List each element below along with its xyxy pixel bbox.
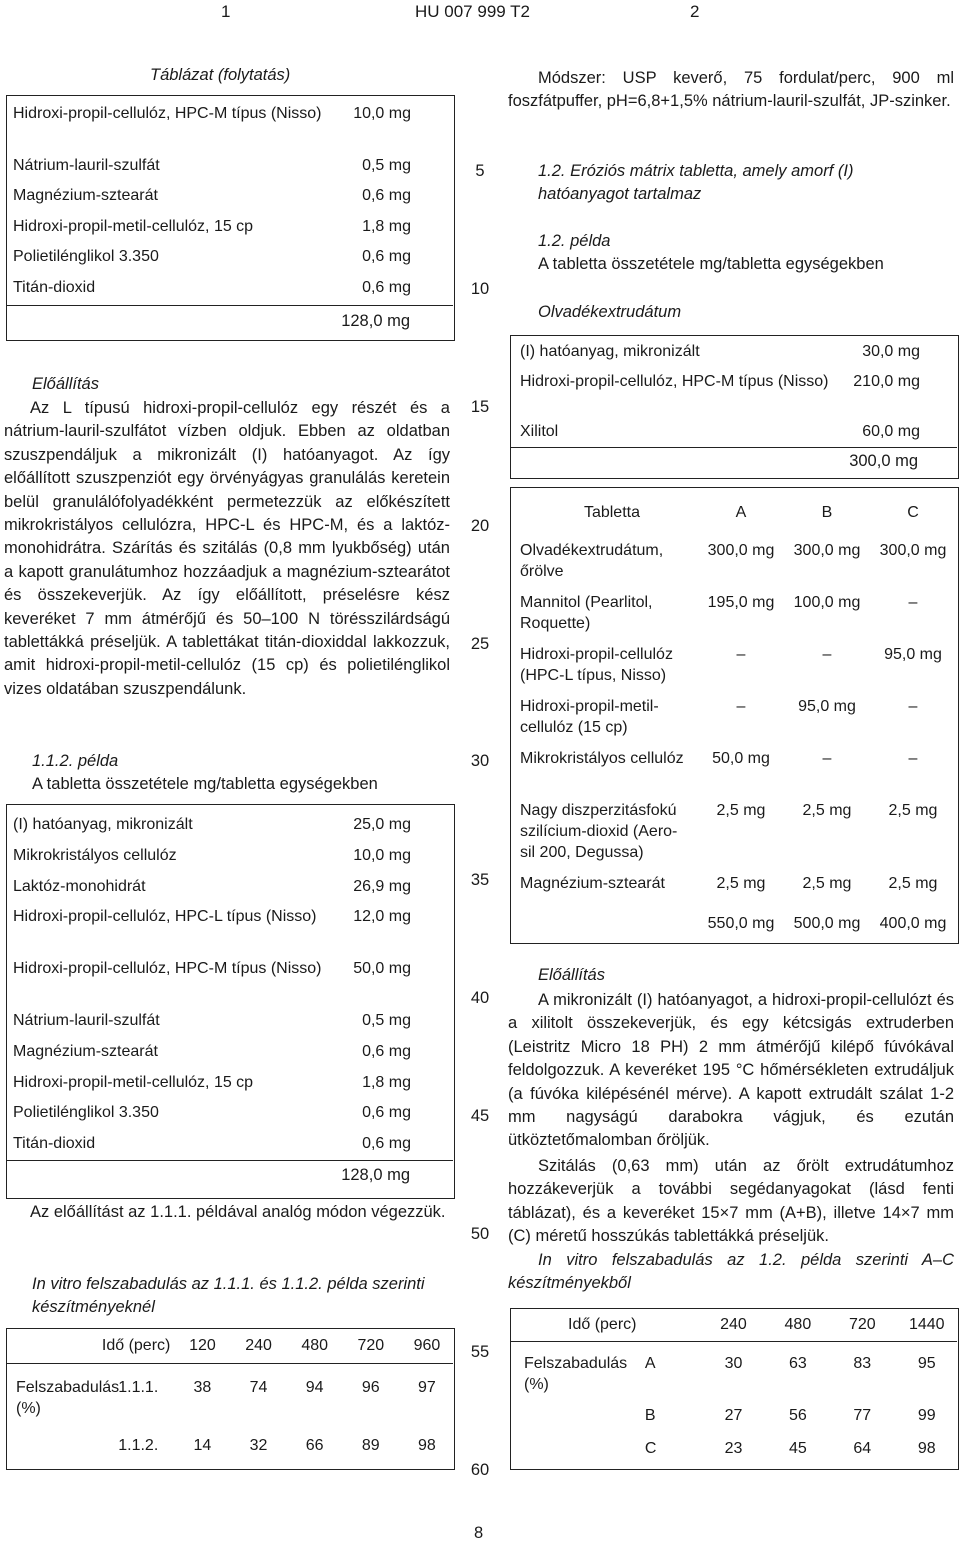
table-row bbox=[13, 277, 449, 308]
table-row bbox=[514, 540, 956, 592]
table2-total: 128,0 mg bbox=[341, 1166, 410, 1184]
release-right-divider bbox=[510, 1341, 957, 1342]
ingredient-name: Laktóz-monohidrát bbox=[13, 878, 146, 895]
table-row bbox=[13, 958, 449, 1010]
ingredient-amount: 2,5 mg bbox=[802, 802, 852, 819]
ingredient-name: Magnézium-sztearát bbox=[13, 1043, 158, 1060]
ingredient-name: Polietilénglikol 3.350 bbox=[13, 248, 159, 265]
ingredient-name: Hidroxi-propil-cellulóz, HPC-L típus (Nisso) bbox=[13, 908, 317, 925]
line-number: 55 bbox=[470, 1343, 490, 1361]
invitro-title-left: In vitro felszabadulás az 1.1.1. és 1.1.2. példa szerinti készítményeknél bbox=[32, 1275, 425, 1317]
ingredient-amount: – bbox=[736, 698, 746, 715]
example-subtitle: A tabletta összetétele mg/tabletta egységekben bbox=[32, 775, 378, 793]
ingredient-name: (I) hatóanyag, mikronizált bbox=[520, 343, 700, 360]
empty-cell bbox=[514, 907, 698, 941]
ingredient-name: Hidroxi-propil-cellulóz, HPC-M típus (Nisso) bbox=[13, 960, 322, 977]
table-row bbox=[13, 845, 449, 876]
ingredient-name: Titán-dioxid bbox=[13, 279, 96, 296]
table-header-row bbox=[510, 1308, 959, 1341]
table-row bbox=[514, 748, 956, 800]
line-number: 15 bbox=[470, 398, 490, 416]
series-label: B bbox=[644, 1407, 656, 1424]
ingredient-amount: 50,0 mg bbox=[353, 960, 411, 977]
table-row bbox=[514, 696, 956, 748]
ingredient-name: Mannitol (Pearlitol, Roquette) bbox=[520, 594, 653, 632]
column-header: 720 bbox=[848, 1316, 876, 1333]
table-row bbox=[13, 1041, 449, 1072]
table-row bbox=[6, 1429, 455, 1469]
line-number: 40 bbox=[470, 989, 490, 1007]
ingredient-amount: – bbox=[908, 698, 918, 715]
table-row bbox=[13, 814, 449, 845]
ingredient-name: (I) hatóanyag, mikronizált bbox=[13, 816, 193, 833]
table-row bbox=[520, 341, 950, 371]
prep-heading: Előállítás bbox=[32, 375, 99, 393]
release-value: 32 bbox=[249, 1437, 268, 1454]
prep-text-right-2: Szitálás (0,63 mm) után az őrölt extrudátumhoz hozzákeverjük a további segédanyagokat (lásd fenti táblázat), és a keveréket 15×7 mm (A+B), illetve 14×7 mm (C) méretű hosszúkás tablettákká préseljük. bbox=[508, 1157, 954, 1246]
table-header-row bbox=[514, 502, 956, 540]
ingredient-amount: 0,6 mg bbox=[362, 1104, 411, 1121]
line-number: 10 bbox=[470, 280, 490, 298]
table-continuation-title: Táblázat (folytatás) bbox=[150, 66, 291, 84]
release-value: 14 bbox=[193, 1437, 212, 1454]
release-value: 96 bbox=[361, 1379, 380, 1396]
ingredient-name: Nátrium-lauril-szulfát bbox=[13, 1012, 160, 1029]
release-table-right bbox=[510, 1308, 959, 1467]
ingredient-name: Xilitol bbox=[520, 423, 559, 440]
ingredient-amount: 95,0 mg bbox=[884, 646, 942, 663]
series-label: A bbox=[644, 1355, 656, 1372]
prep-text-right-1: A mikronizált (I) hatóanyagot, a hidroxi-propil-cellulózt és a xilitolt összekeverjük, és egy kétcsigás extruderben (Leistritz Micro 18 PH) 2 mm átmérőjű kilépő fúvókával feldolgozzuk. A keveréket 195 °C hőmérsékleten extrudáljuk (a fúvóka kilépésénél mérve). A kapott extrudált szálat 1-2 mm nagyságú darabokra vágjuk, és ezután ütköztetőmalomban őröljük. bbox=[508, 991, 954, 1150]
column-header: 1440 bbox=[908, 1316, 945, 1333]
column-header: Idő (perc) bbox=[568, 1316, 637, 1333]
release-value: 77 bbox=[853, 1407, 872, 1424]
series-label: 1.1.2. bbox=[118, 1437, 159, 1454]
ingredient-name: Olvadékextrudátum, őrölve bbox=[520, 542, 664, 580]
release-value: 97 bbox=[418, 1379, 436, 1396]
ingredient-name: Hidroxi-propil-metil- cellulóz (15 cp) bbox=[520, 698, 659, 736]
ingredient-name: Nátrium-lauril-szulfát bbox=[13, 157, 160, 174]
release-value: 98 bbox=[917, 1440, 936, 1457]
line-number: 5 bbox=[475, 162, 485, 180]
ingredient-name: Polietilénglikol 3.350 bbox=[13, 1104, 159, 1121]
column-header: 480 bbox=[784, 1316, 812, 1333]
ingredient-name: Magnézium-sztearát bbox=[520, 875, 665, 892]
table-row bbox=[6, 1363, 455, 1429]
extrudate-table bbox=[520, 341, 950, 451]
table-row bbox=[514, 644, 956, 696]
column-header: Tabletta bbox=[583, 504, 640, 521]
ingredient-amount: 210,0 mg bbox=[853, 373, 920, 390]
table-row bbox=[510, 1401, 959, 1434]
column-header: B bbox=[821, 504, 833, 521]
table-row bbox=[514, 592, 956, 644]
table-row bbox=[13, 155, 449, 185]
ingredient-amount: 0,5 mg bbox=[362, 157, 411, 174]
ingredient-name: Hidroxi-propil-cellulóz, HPC-M típus (Nisso) bbox=[520, 373, 829, 390]
ingredient-amount: 300,0 mg bbox=[793, 542, 861, 559]
line-number: 50 bbox=[470, 1225, 490, 1243]
release-value: 64 bbox=[853, 1440, 872, 1457]
release-value: 99 bbox=[917, 1407, 936, 1424]
release-value: 45 bbox=[788, 1440, 807, 1457]
ingredient-amount: 12,0 mg bbox=[353, 908, 411, 925]
example-title: 1.1.2. példa bbox=[32, 752, 119, 770]
column-header: 720 bbox=[357, 1337, 385, 1354]
table-row bbox=[13, 1102, 449, 1133]
column-header: C bbox=[907, 504, 919, 521]
column-header: 480 bbox=[301, 1337, 329, 1354]
release-value: 89 bbox=[361, 1437, 380, 1454]
total-amount: 400,0 mg bbox=[879, 915, 947, 932]
table-row bbox=[13, 246, 449, 277]
empty-cell bbox=[6, 1429, 114, 1469]
ingredient-amount: 1,8 mg bbox=[362, 218, 411, 235]
document-id: HU 007 999 T2 bbox=[415, 2, 530, 21]
release-value: 56 bbox=[788, 1407, 807, 1424]
invitro-title-right: In vitro felszabadulás az 1.2. példa szerinti A–C készítményekből bbox=[508, 1251, 954, 1293]
ingredient-amount: 0,5 mg bbox=[362, 1012, 411, 1029]
ingredient-name: Hidroxi-propil-metil-cellulóz, 15 cp bbox=[13, 218, 254, 235]
footer-page-number: 8 bbox=[474, 1524, 484, 1542]
analog-text: Az előállítást az 1.1.1. példával analóg módon végezzük. bbox=[30, 1203, 446, 1221]
ingredient-amount: 95,0 mg bbox=[798, 698, 856, 715]
prep-text: Az L típusú hidroxi-propil-cellulóz egy részét és a nátrium-lauril-szulfátot vízben oldjuk. Ebben az oldatban szuszpendáljuk a mikronizált (I) hatóanyagot. Az így előállított szuszpenziót egy örvényágyas granulálás keretein belül granulálófolyadékként permetezzük az előkészített mikrokristályos cellulózra, HPC-L és HPC-M, és a laktóz-monohidrátra. Szárítás és szitálás (0,8 mm lyukbőség) után a kapott granulátumhoz hozzáadjuk a magnézium-sztearátot és összekeverjük. Az így előállított, préselésre kész keveréket 7 mm átmérőjű és 50–100 N törésszilárdságú tablettákká préseljük. A tablettákat titán-dioxiddal lakkozzuk, amit hidroxi-propil-metil-cellulóz (15 cp) és polietilénglikol vizes oldatában szuszpendálunk. bbox=[4, 399, 450, 698]
ingredient-amount: – bbox=[908, 594, 918, 611]
column-header: 960 bbox=[413, 1337, 441, 1354]
ingredient-amount: 0,6 mg bbox=[362, 187, 411, 204]
line-number: 20 bbox=[470, 517, 490, 535]
release-value: 38 bbox=[193, 1379, 212, 1396]
ingredient-amount: 2,5 mg bbox=[888, 875, 938, 892]
ingredient-name: Nagy diszperzitásfokú szilícium-dioxid (Aero- sil 200, Degussa) bbox=[520, 802, 678, 861]
ingredient-amount: 0,6 mg bbox=[362, 1043, 411, 1060]
ingredient-amount: 300,0 mg bbox=[707, 542, 775, 559]
column-header: 120 bbox=[189, 1337, 216, 1354]
release-value: 23 bbox=[724, 1440, 743, 1457]
ingredient-amount: 0,6 mg bbox=[362, 248, 411, 265]
right-page-number: 2 bbox=[690, 2, 700, 21]
line-number: 30 bbox=[470, 752, 490, 770]
series-label: C bbox=[644, 1440, 657, 1457]
line-number: 45 bbox=[470, 1107, 490, 1125]
line-number: 60 bbox=[470, 1461, 490, 1479]
release-value: 63 bbox=[788, 1355, 807, 1372]
ingredient-name: Mikrokristályos cellulóz bbox=[13, 847, 177, 864]
table-row bbox=[13, 906, 449, 958]
column-header: 240 bbox=[245, 1337, 272, 1354]
ingredient-amount: – bbox=[822, 646, 832, 663]
extrudate-divider bbox=[510, 447, 957, 448]
ingredient-amount: 100,0 mg bbox=[793, 594, 861, 611]
ingredient-amount: 2,5 mg bbox=[716, 875, 766, 892]
ingredient-name: Hidroxi-propil-cellulóz (HPC-L típus, Nisso) bbox=[520, 646, 673, 684]
ingredient-amount: – bbox=[822, 750, 832, 767]
table-row bbox=[13, 216, 449, 246]
table-row bbox=[514, 800, 956, 873]
total-amount: 550,0 mg bbox=[707, 915, 775, 932]
table-row bbox=[13, 1010, 449, 1041]
example-title-right: 1.2. példa bbox=[538, 232, 611, 250]
ingredient-name: Hidroxi-propil-cellulóz, HPC-M típus (Nisso) bbox=[13, 105, 322, 122]
left-page-number: 1 bbox=[221, 2, 231, 21]
table-row bbox=[13, 876, 449, 906]
table2 bbox=[13, 814, 449, 1164]
ingredient-name: Titán-dioxid bbox=[13, 1135, 96, 1152]
release-value: 98 bbox=[418, 1437, 436, 1454]
row-label: Felszabadulás (%) bbox=[524, 1355, 628, 1393]
column-header: Idő (perc) bbox=[101, 1337, 171, 1354]
tablet-table bbox=[514, 502, 956, 941]
table-row bbox=[13, 1072, 449, 1102]
empty-cell bbox=[510, 1434, 641, 1467]
ingredient-amount: 2,5 mg bbox=[888, 802, 938, 819]
empty-cell bbox=[510, 1401, 641, 1434]
table-row bbox=[13, 103, 449, 155]
extrudate-total: 300,0 mg bbox=[849, 452, 918, 470]
ingredient-amount: 0,6 mg bbox=[362, 279, 411, 296]
table1-divider bbox=[6, 305, 453, 306]
table-row bbox=[510, 1341, 959, 1401]
release-value: 27 bbox=[724, 1407, 743, 1424]
ingredient-name: Magnézium-sztearát bbox=[13, 187, 158, 204]
release-value: 94 bbox=[305, 1379, 324, 1396]
line-number: 25 bbox=[470, 635, 490, 653]
ingredient-amount: 2,5 mg bbox=[802, 875, 852, 892]
ingredient-amount: 10,0 mg bbox=[353, 847, 411, 864]
release-value: 95 bbox=[917, 1355, 936, 1372]
release-value: 66 bbox=[305, 1437, 324, 1454]
row-label: Felszabadulás (%) bbox=[16, 1379, 120, 1417]
prep-heading-right: Előállítás bbox=[538, 966, 605, 984]
release-value: 30 bbox=[724, 1355, 743, 1372]
section-title: 1.2. Eróziós mátrix tabletta, amely amorf (I) hatóanyagot tartalmaz bbox=[538, 162, 854, 204]
ingredient-amount: 1,8 mg bbox=[362, 1074, 411, 1091]
ingredient-amount: 10,0 mg bbox=[353, 105, 411, 122]
table-row bbox=[13, 185, 449, 216]
ingredient-amount: 60,0 mg bbox=[862, 423, 920, 440]
method-text: Módszer: USP keverő, 75 fordulat/perc, 900 ml foszfátpuffer, pH=6,8+1,5% nátrium-lauril-szulfát, JP-szinker. bbox=[508, 69, 954, 111]
ingredient-name: Mikrokristályos cellulóz bbox=[520, 750, 684, 767]
line-number: 35 bbox=[470, 871, 490, 889]
ingredient-amount: 50,0 mg bbox=[712, 750, 770, 767]
column-header: 240 bbox=[720, 1316, 747, 1333]
ingredient-amount: – bbox=[736, 646, 746, 663]
total-amount: 500,0 mg bbox=[793, 915, 861, 932]
extrudate-title: Olvadékextrudátum bbox=[538, 303, 682, 321]
ingredient-name: Hidroxi-propil-metil-cellulóz, 15 cp bbox=[13, 1074, 254, 1091]
release-value: 83 bbox=[853, 1355, 872, 1372]
release-left-divider bbox=[6, 1363, 453, 1364]
ingredient-amount: 2,5 mg bbox=[716, 802, 766, 819]
totals-row bbox=[514, 907, 956, 941]
ingredient-amount: 26,9 mg bbox=[353, 878, 411, 895]
example-subtitle-right: A tabletta összetétele mg/tabletta egységekben bbox=[538, 255, 884, 273]
release-table-left bbox=[6, 1328, 455, 1469]
ingredient-amount: – bbox=[908, 750, 918, 767]
ingredient-amount: 25,0 mg bbox=[353, 816, 411, 833]
table-row bbox=[510, 1434, 959, 1467]
ingredient-amount: 300,0 mg bbox=[879, 542, 947, 559]
table-row bbox=[520, 371, 950, 421]
column-header: A bbox=[735, 504, 747, 521]
table-row bbox=[514, 873, 956, 907]
ingredient-amount: 30,0 mg bbox=[862, 343, 920, 360]
series-label: 1.1.1. bbox=[118, 1379, 159, 1396]
ingredient-amount: 195,0 mg bbox=[707, 594, 775, 611]
table-header-row bbox=[6, 1328, 455, 1363]
table1 bbox=[13, 103, 449, 308]
release-value: 74 bbox=[249, 1379, 268, 1396]
table1-total: 128,0 mg bbox=[341, 312, 410, 330]
ingredient-amount: 0,6 mg bbox=[362, 1135, 411, 1152]
table2-divider bbox=[6, 1160, 453, 1161]
